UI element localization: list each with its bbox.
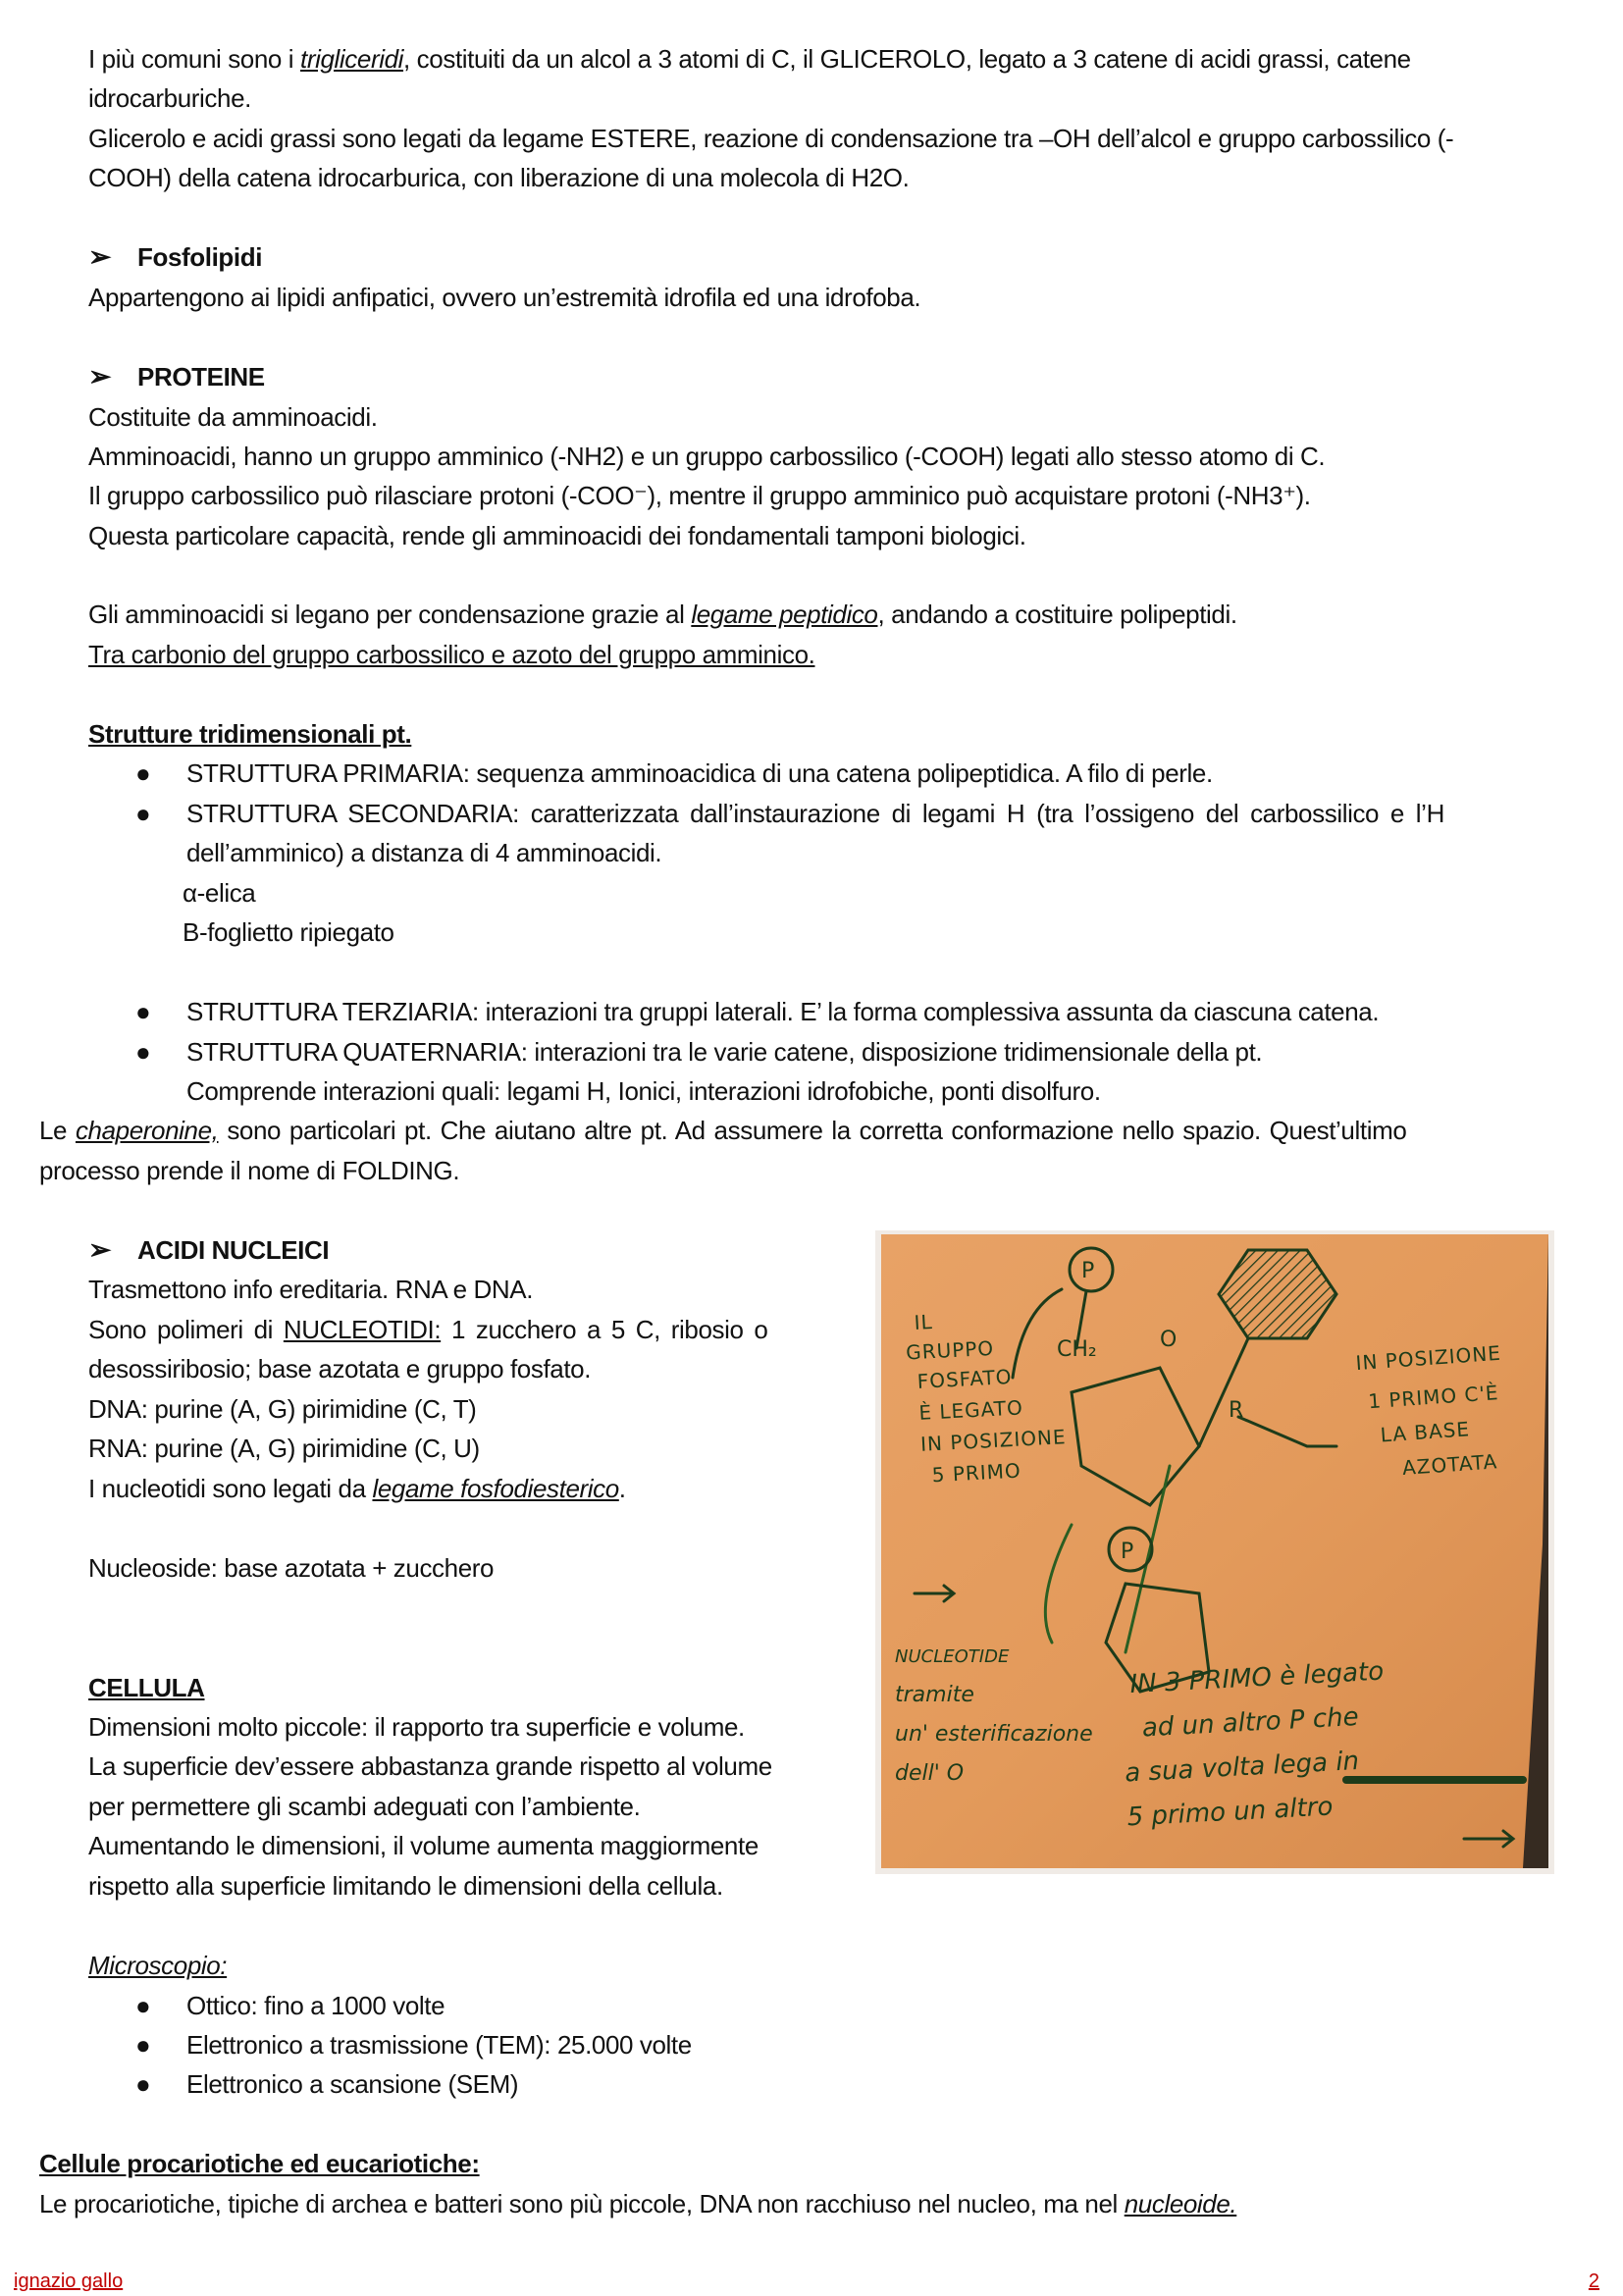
arrow-bullet-icon: ➢ — [88, 1234, 112, 1265]
note-line: a sua volta lega in — [1124, 1746, 1360, 1789]
acidi-line5: RNA: purine (A, G) pirimidine (C, U) — [88, 1434, 480, 1463]
note-line: GRUPPO — [905, 1335, 995, 1365]
text-proteine-3: Il gruppo carbossilico può rilasciare protoni (-COO⁻), mentre il gruppo amminico può acquistare protoni (-NH3⁺). — [88, 481, 1311, 510]
arrow-bullet-icon: ➢ — [88, 241, 112, 272]
note-line: IN POSIZIONE — [919, 1425, 1068, 1456]
para-glicerolo-line1: Glicerolo e acidi grassi sono legati da legame ESTERE, reazione di condensazione tra –OH dell’alcol e gruppo carbossilico (- — [88, 124, 1454, 153]
alfa-elica: α-elica — [183, 878, 256, 908]
term-nucleotidi: NUCLEOTIDI: — [283, 1315, 442, 1344]
bullet-icon: ● — [135, 2069, 151, 2099]
label-p-mid: P — [1121, 1539, 1134, 1564]
struttura-quaternaria-2: Comprende interazioni quali: legami H, Ionici, interazioni idrofobiche, ponti disolfuro. — [186, 1076, 1101, 1106]
cellula-line2: La superficie dev’essere abbastanza grande rispetto al volume — [88, 1751, 772, 1781]
note-line: 5 primo un altro — [1126, 1792, 1335, 1833]
beta-foglietto: B-foglietto ripiegato — [183, 917, 394, 947]
acidi-line3: desossiribosio; base azotata e gruppo fosfato. — [88, 1354, 592, 1383]
acidi-line7: Nucleoside: base azotata + zucchero — [88, 1553, 495, 1583]
note-line: LA BASE — [1379, 1417, 1471, 1447]
note-line: tramite — [895, 1683, 974, 1707]
heading-microscopio: Microscopio: — [88, 1951, 228, 1980]
note-line: un' esterificazione — [895, 1722, 1093, 1747]
text: I nucleotidi sono legati da — [88, 1474, 373, 1503]
term-chaperonine: chaperonine, — [75, 1116, 219, 1145]
struttura-secondaria-1: STRUTTURA SECONDARIA: caratterizzata dall’instaurazione di legami H (tra l’ossigeno del carbossilico e l’H — [186, 799, 1444, 828]
note-line: IN POSIZIONE — [1354, 1340, 1502, 1376]
microscopio-item: Ottico: fino a 1000 volte — [186, 1991, 445, 2020]
label-o: O — [1160, 1328, 1178, 1352]
text-proteine-5 — [88, 595, 1237, 634]
note-line: 1 PRIMO C'È — [1367, 1381, 1500, 1414]
arrow-bullet-icon: ➢ — [88, 361, 112, 391]
text: sono particolari pt. Che aiutano altre pt. Ad assumere la corretta conformazione nello spazio. Quest’ultimo — [218, 1116, 1407, 1145]
chaperonine-line1 — [39, 1111, 1406, 1150]
note-line: dell' O — [895, 1761, 965, 1786]
nucleotide-sketch-photo — [875, 1230, 1554, 1874]
text: I più comuni sono i — [88, 44, 301, 74]
label-ch2: CH₂ — [1057, 1337, 1097, 1362]
label-p-top: P — [1081, 1259, 1095, 1283]
heading-cellula: CELLULA — [88, 1673, 205, 1702]
text: Le — [39, 1116, 76, 1145]
heading-proteine: PROTEINE — [137, 362, 265, 391]
text: , costituiti da un alcol a 3 atomi di C, il GLICEROLO, legato a 3 catene di acidi grassi, catene — [403, 44, 1411, 74]
footer-page-number[interactable]: 2 — [1588, 2270, 1599, 2292]
cellule-line1 — [39, 2184, 1236, 2223]
note-line: FOSFATO — [916, 1364, 1013, 1393]
bullet-icon: ● — [135, 758, 151, 788]
note-line: NUCLEOTIDE — [895, 1646, 1010, 1667]
text: 1 zucchero a 5 C, ribosio o — [441, 1315, 768, 1344]
text: Gli amminoacidi si legano per condensazione grazie al — [88, 600, 692, 629]
term-nucleoide: nucleoide. — [1124, 2189, 1237, 2218]
note-line: AZOTATA — [1401, 1449, 1499, 1481]
text: Sono polimeri di — [88, 1315, 284, 1344]
cellula-line3: per permettere gli scambi adeguati con l’ambiente. — [88, 1792, 641, 1821]
note-line: 5 PRIMO — [931, 1458, 1022, 1487]
text: , andando a costituire polipeptidi. — [877, 600, 1237, 629]
note-line: ad un altro P che — [1141, 1701, 1360, 1744]
chaperonine-line2: processo prende il nome di FOLDING. — [39, 1156, 460, 1185]
term-legame-fosfodiesterico: legame fosfodiesterico — [372, 1474, 619, 1503]
microscopio-item: Elettronico a scansione (SEM) — [186, 2069, 519, 2099]
acidi-line6 — [88, 1469, 626, 1508]
heading-acidi-nucleici: ACIDI NUCLEICI — [137, 1235, 330, 1265]
text-proteine-4: Questa particolare capacità, rende gli amminoacidi dei fondamentali tamponi biologici. — [88, 521, 1026, 550]
bullet-icon: ● — [135, 997, 151, 1026]
bullet-icon: ● — [135, 2030, 151, 2060]
text-proteine-6: Tra carbonio del gruppo carbossilico e azoto del gruppo amminico. — [88, 640, 815, 669]
bullet-icon: ● — [135, 1037, 151, 1067]
acidi-line1: Trasmettono info ereditaria. RNA e DNA. — [88, 1275, 534, 1304]
cellula-line4: Aumentando le dimensioni, il volume aumenta maggiormente — [88, 1831, 759, 1860]
note-line: IL — [914, 1310, 934, 1335]
text-proteine-2: Amminoacidi, hanno un gruppo amminico (-NH2) e un gruppo carbossilico (-COOH) legati allo stesso atomo di C. — [88, 442, 1326, 471]
term-trigliceridi: trigliceridi — [300, 44, 404, 74]
heading-strutture: Strutture tridimensionali pt. — [88, 719, 412, 749]
acidi-line4: DNA: purine (A, G) pirimidine (C, T) — [88, 1394, 477, 1424]
bullet-icon: ● — [135, 799, 151, 828]
label-r: R — [1229, 1398, 1244, 1423]
bullet-icon: ● — [135, 1991, 151, 2020]
microscopio-item: Elettronico a trasmissione (TEM): 25.000 volte — [186, 2030, 692, 2060]
para-trigliceridi-line1 — [88, 39, 1411, 78]
term-legame-peptidico: legame peptidico — [691, 600, 878, 629]
text-proteine-1: Costituite da amminoacidi. — [88, 402, 378, 432]
struttura-terziaria: STRUTTURA TERZIARIA: interazioni tra gruppi laterali. E’ la forma complessiva assunta da ciascuna catena. — [186, 997, 1380, 1026]
footer-author[interactable]: ignazio gallo — [14, 2270, 124, 2292]
struttura-quaternaria: STRUTTURA QUATERNARIA: interazioni tra le varie catene, disposizione tridimensionale della pt. — [186, 1037, 1263, 1067]
text: Le procariotiche, tipiche di archea e batteri sono più piccole, DNA non racchiuso nel nucleo, ma nel — [39, 2189, 1125, 2218]
note-line: È LEGATO — [917, 1395, 1024, 1425]
para-glicerolo-line2: COOH) della catena idrocarburica, con liberazione di una molecola di H2O. — [88, 163, 910, 192]
acidi-line2 — [88, 1310, 767, 1349]
text-fosfolipidi: Appartengono ai lipidi anfipatici, ovvero un’estremità idrofila ed una idrofoba. — [88, 283, 921, 312]
text: . — [618, 1474, 626, 1503]
cellula-line5: rispetto alla superficie limitando le dimensioni della cellula. — [88, 1871, 723, 1901]
note-line: IN 3 PRIMO è legato — [1128, 1656, 1385, 1700]
cellula-line1: Dimensioni molto piccole: il rapporto tra superficie e volume. — [88, 1712, 745, 1742]
struttura-secondaria-2: dell’amminico) a distanza di 4 amminoacidi. — [186, 838, 662, 867]
heading-fosfolipidi: Fosfolipidi — [137, 242, 263, 272]
heading-cellule-procariotiche: Cellule procariotiche ed eucariotiche: — [39, 2149, 480, 2178]
para-trigliceridi-line2: idrocarburiche. — [88, 83, 251, 113]
struttura-primaria: STRUTTURA PRIMARIA: sequenza amminoacidica di una catena polipeptidica. A filo di perle. — [186, 758, 1213, 788]
